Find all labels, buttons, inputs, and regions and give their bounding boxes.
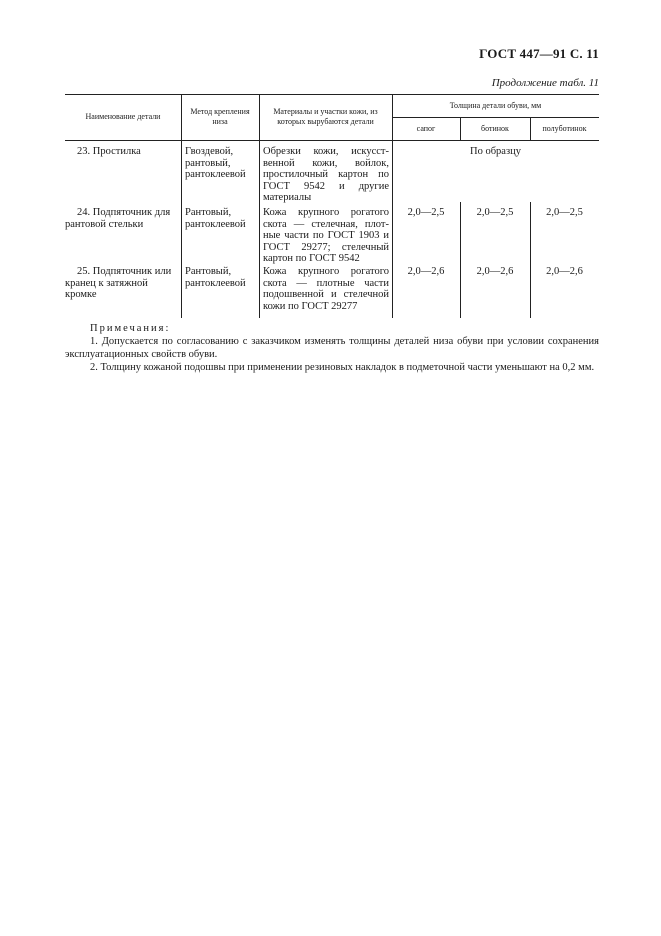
- col-divider-2: [259, 94, 260, 318]
- header-botinok: ботинок: [481, 123, 509, 133]
- note-2: 2. Толщину кожаной подошвы при применении резиновых накладок в подметочной части уменьшают на 0,2 мм.: [90, 362, 595, 373]
- row-24-sapog: 2,0—2,5: [407, 207, 445, 218]
- col-divider-5: [460, 202, 461, 318]
- col-divider-1: [181, 94, 182, 318]
- row-25-sapog: 2,0—2,6: [407, 266, 445, 277]
- row-25-method: Рантовый, рантоклеевой: [185, 266, 246, 289]
- row-24-method: Рантовый, рантоклеевой: [185, 207, 246, 230]
- row-23-method: Гвоздевой, рантовый, рантоклеевой: [185, 146, 246, 180]
- header-name: Наименование детали: [85, 112, 161, 121]
- row-23-materials: Обрезки кожи, искусст-венной кожи, войлок, простилочный картон по ГОСТ 9542 и другие материалы: [263, 146, 389, 203]
- row-25-materials: Кожа крупного рогатого скота — плотные части подошвенной и стелечной кожи по ГОСТ 29277: [263, 266, 389, 312]
- header-thickness: Толщина детали обуви, мм: [449, 100, 542, 110]
- row-24-materials: Кожа крупного рогатого скота — стелечная, плот-ные части по ГОСТ 1903 и ГОСТ 29277; стелечный картон по ГОСТ 9542: [263, 207, 389, 264]
- document-code: ГОСТ 447—91 С. 11: [479, 46, 599, 61]
- header-method: Метод крепления низа: [190, 107, 250, 126]
- row-24-polubotinok: 2,0—2,5: [546, 207, 583, 218]
- header-materials: Материалы и участки кожи, из которых вырубаются детали: [273, 107, 378, 126]
- note-1: 1. Допускается по согласованию с заказчиком изменять толщины деталей низа обуви при условии сохранения эксплуатационных свойств обуви.: [65, 336, 599, 360]
- row-25-polubotinok: 2,0—2,6: [546, 266, 583, 277]
- row-25-botinok: 2,0—2,6: [476, 266, 514, 277]
- row-24-botinok: 2,0—2,5: [476, 207, 514, 218]
- table-notes: [65, 322, 599, 374]
- row-24-name: 24. Подпяточник для рантовой стельки: [65, 207, 171, 230]
- table-continuation-label: Продолжение табл. 11: [491, 77, 599, 89]
- row-23-name: 23. Простилка: [77, 146, 141, 157]
- header-bottom-rule: [65, 140, 599, 141]
- thickness-table: [65, 94, 599, 318]
- col-divider-7: [530, 202, 531, 318]
- notes-title: Примечания:: [90, 323, 171, 334]
- header-polubotinok: полуботинок: [542, 123, 587, 133]
- header-sapog: сапог: [416, 123, 436, 133]
- row-23-merged-thickness: По образцу: [470, 146, 521, 157]
- row-25-name: 25. Подпяточник или кранец к затяжной кромке: [65, 266, 172, 300]
